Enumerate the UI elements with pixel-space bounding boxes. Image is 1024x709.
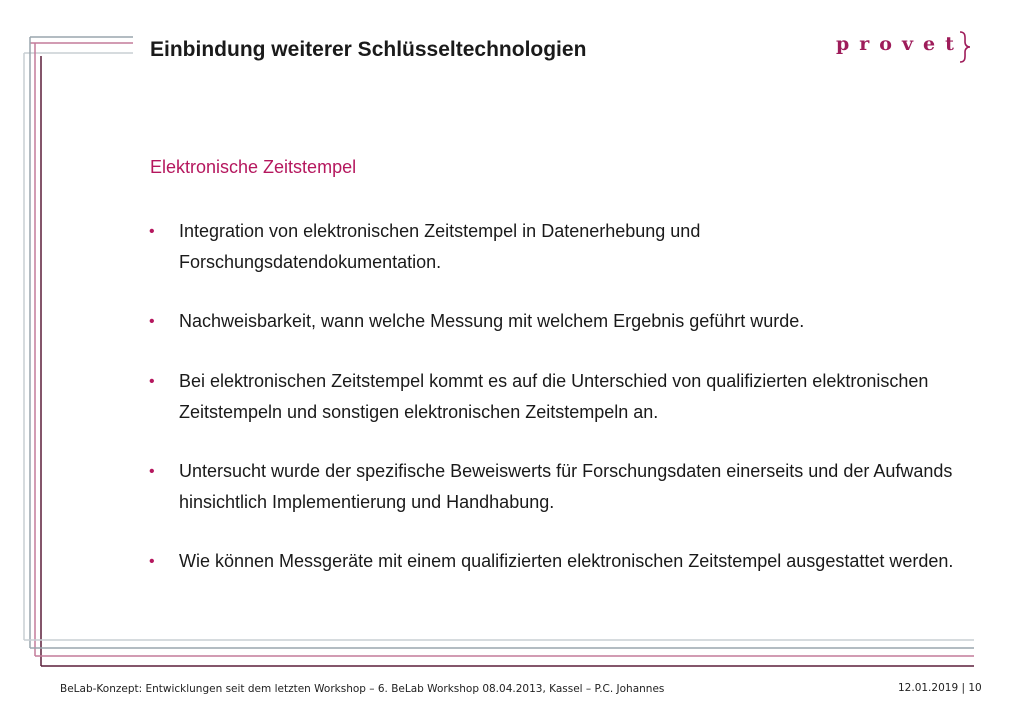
list-item <box>146 546 966 577</box>
bullet-icon: • <box>149 373 155 390</box>
bullet-text: Untersucht wurde der spezifische Beweiswerts für Forschungsdaten einerseits und der Aufwands hinsichtlich Implementierung und Handhabung. <box>179 461 953 512</box>
provet-logo: provet <box>836 33 964 55</box>
list-item <box>146 306 966 337</box>
bullet-icon: • <box>149 313 155 330</box>
list-item <box>146 216 966 278</box>
logo-brace-icon <box>958 31 972 63</box>
footer-citation: BeLab-Konzept: Entwicklungen seit dem letzten Workshop – 6. BeLab Workshop 08.04.2013, Kassel – P.C. Johannes <box>60 683 665 695</box>
bullet-list <box>146 216 966 605</box>
bullet-text: Wie können Messgeräte mit einem qualifizierten elektronischen Zeitstempel ausgestattet werden. <box>179 551 954 571</box>
bullet-icon: • <box>149 463 155 480</box>
bullet-icon: • <box>149 223 155 240</box>
bullet-icon: • <box>149 553 155 570</box>
bullet-text: Bei elektronischen Zeitstempel kommt es auf die Unterschied von qualifizierten elektronischen Zeitstempeln und sonstigen elektronischen Zeitstempeln an. <box>179 371 929 422</box>
list-item <box>146 366 966 428</box>
slide-title: Einbindung weiterer Schlüsseltechnologien <box>150 38 587 61</box>
footer-date-page: 12.01.2019 | 10 <box>898 682 982 694</box>
bullet-text: Integration von elektronischen Zeitstempel in Datenerhebung und Forschungsdatendokumentation. <box>179 221 701 272</box>
list-item <box>146 456 966 518</box>
bullet-text: Nachweisbarkeit, wann welche Messung mit welchem Ergebnis geführt wurde. <box>179 311 805 331</box>
section-subtitle: Elektronische Zeitstempel <box>150 157 357 177</box>
